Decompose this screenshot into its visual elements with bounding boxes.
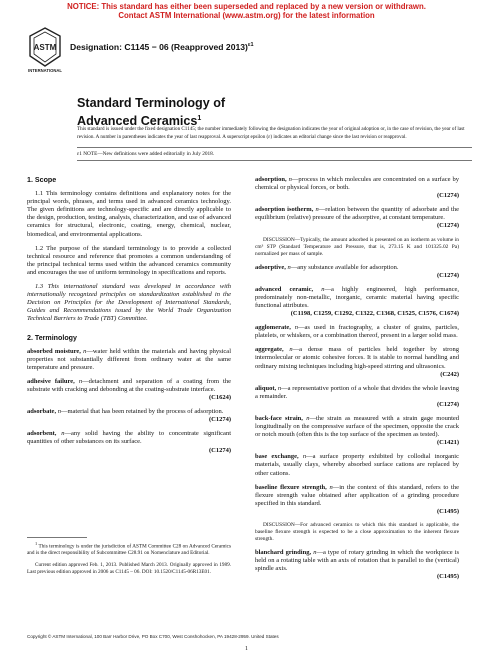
term-entry: adsorption isotherm, n—relation between the quantity of adsorbate and the equilibrium (relative) pressure of the adsorptive, at constant temperature. (C1274) xyxy=(255,206,459,230)
footnote-1 xyxy=(27,541,231,557)
term-reference: (C1274) xyxy=(208,446,231,454)
footnote-1-text: This terminology is under the jurisdiction of ASTM Committee C28 on Advanced Ceramics and is the direct responsibility of Subcommittee C28.91 on Nomenclature and Editorial. xyxy=(27,543,231,557)
term-definition: process in which molecules are concentrated on a surface by chemical or physical forces, or both. xyxy=(255,176,460,192)
term-entry: adsorptive, n—any substance available for adsorption. (C1274) xyxy=(255,263,459,279)
term-reference: (C1495) xyxy=(436,573,459,581)
term-reference: (C1198, C1259, C1292, C1322, C1368, C1525, C1576, C1674) xyxy=(290,310,459,318)
logo-text: ASTM xyxy=(33,43,57,52)
designation-superscript: ε1 xyxy=(247,42,254,49)
term-name: blanchard grinding, xyxy=(255,549,312,556)
bottom-divider xyxy=(77,160,472,161)
term-name: adsorbate, xyxy=(27,408,57,416)
term-reference-line xyxy=(255,310,459,318)
term-reference-line xyxy=(27,416,231,424)
term-entry: advanced ceramic, n—a highly engineered, high performance, predominately non-metallic, inorganic, ceramic material having specific functional attributes. (C1198, C1259, C1292, C1322, C1368, C1525, C1576, C1674) xyxy=(255,285,460,318)
term-name: back-face strain, xyxy=(255,414,303,422)
term-reference: (C1274) xyxy=(436,271,459,279)
term-reference: (C1274) xyxy=(436,400,459,408)
term-entry: blanchard grinding, n—a type of rotary grinding in which the workpiece is held on a rotating table with an axis of rotation that is parallel to the (vertical) spindle axis. (C1495) xyxy=(255,549,460,581)
term-definition: detachment and separation of a coating from the substrate with cracking and debonding at the coating-substrate interface. xyxy=(27,377,231,393)
term-reference: (C1495) xyxy=(436,507,459,515)
term-pos: n xyxy=(78,377,83,385)
term-name: advanced ceramic, xyxy=(255,285,314,293)
term-entry: adsorbent, n—any solid having the ability to concentrate significant quantities of other substances on its surface. (C1274) xyxy=(27,430,231,454)
designation-text: Designation: C1145 − 06 (Reapproved 2013) xyxy=(70,42,248,52)
discussion-note: DISCUSSION—Typically, the amount adsorbed is presented on an isotherm as volume in cm³ STP (Standard Temperature and Pressure, that is, 273.15 K and 101325.02 Pa) normalized per mass of sample. xyxy=(255,236,459,257)
title-footnote-mark: 1 xyxy=(197,115,202,122)
term-definition: any substance available for adsorption. xyxy=(297,263,399,271)
term-entry: aggregate, n—a dense mass of particles held together by strong intermolecular or atomic cohesive forces. It is stable to normal handling and ordinary mixing techniques including high-speed stirring and ultrasonics. (C242) xyxy=(255,346,459,378)
term-name: agglomerate, xyxy=(255,324,291,332)
term-reference-line xyxy=(255,371,459,379)
term-pos: n xyxy=(57,408,61,416)
term-pos: n xyxy=(313,549,317,556)
term-pos: n xyxy=(277,384,282,392)
term-reference: (C1624) xyxy=(208,394,231,402)
term-reference: (C1274) xyxy=(436,192,459,200)
term-name: adsorptive, xyxy=(255,263,286,271)
term-reference: (C242) xyxy=(440,370,459,378)
term-pos: n xyxy=(83,347,87,355)
term-definition: the strain as measured with a strain gage mounted longitudinally on the compressive surface of the specimen, opposite the crack or notch mouth (often this is the top surface of the specimen as tested). xyxy=(255,414,460,439)
term-reference-line xyxy=(255,439,459,447)
term-definition: relation between the quantity of adsorbate and the equilibrium (relative) pressure of the adsorptive, at constant temperature. xyxy=(255,206,459,222)
footnote-2: Current edition approved Feb. 1, 2013. Published March 2013. Originally approved in 1989. Last previous edition approved in 2006 as C1145 – 06. DOI: 10.1520/C1145-06R13E01. xyxy=(27,562,231,575)
designation xyxy=(70,42,254,52)
footnote-1-mark: 1 xyxy=(35,541,38,546)
term-definition: as used in fractography, a cluster of grains, particles, platelets, or whiskers, or a combination thereof, present in a larger solid mass. xyxy=(255,324,460,340)
term-name: base exchange, xyxy=(255,453,299,461)
page-title xyxy=(77,96,225,129)
term-name: adsorption isotherm, xyxy=(255,206,314,214)
top-divider xyxy=(77,147,472,148)
astm-logo xyxy=(27,26,63,74)
term-name: baseline flexure strength, xyxy=(255,483,327,491)
footnote-divider xyxy=(27,537,87,538)
term-definition: in the context of this standard, refers to the flexure strength value obtained after application of a grinding procedure specified in this standard. xyxy=(255,483,460,507)
notice-line-2: Contact ASTM International (www.astm.org) for the latest information xyxy=(118,11,375,20)
scope-paragraph-1: 1.1 This terminology contains definitions and explanatory notes for the principal words, phrases, and terms used in advanced ceramics technology. The given definitions are technology-specific and are directly applicable to the design, production, testing, analysis, characterization, and use of advanced ceramics for structural, electronic, coating, energy, chemical, nuclear, biomedical, and environmental applications. xyxy=(27,190,231,238)
term-name: aliquot, xyxy=(255,384,277,392)
term-definition: water held within the materials and having physical properties not substantially different from ordinary water at the same temperature and pressure. xyxy=(27,347,231,371)
term-pos: n xyxy=(61,430,65,438)
term-reference-line xyxy=(255,192,459,200)
term-pos: n xyxy=(321,285,325,293)
terms-right xyxy=(255,176,459,581)
term-reference-line xyxy=(255,222,459,230)
scope-paragraph-3: 1.3 This international standard was developed in accordance with internationally recognized principles on standardization established in the Decision on Principles for the Development of International Standards, Guides and Recommendations issued by the World Trade Organization Technical Barriers to Trade (TBT) Committee. xyxy=(27,283,231,323)
term-entry: adhesive failure, n—detachment and separation of a coating from the substrate with cracking and debonding at the coating-substrate interface. (C1624) xyxy=(27,377,231,402)
term-entry: baseline flexure strength, n—in the context of this standard, refers to the flexure strength value obtained after application of a grinding procedure specified in this standard. (C1495) xyxy=(255,483,460,515)
standard-note: This standard is issued under the fixed designation C1145; the number immediately following the designation indicates the year of original adoption or, in the case of revision, the year of last revision. A number in parentheses indicates the year of last reapproval. A superscript epsilon (ε) indicates an editorial change since the last revision or reapproval. xyxy=(77,126,465,140)
notice-line-1: NOTICE: This standard has either been superseded and replaced by a new version or withdrawn. xyxy=(67,2,426,11)
left-column xyxy=(27,176,231,461)
term-pos: n xyxy=(287,263,291,271)
term-entry: adsorption, n—process in which molecules are concentrated on a surface by chemical or physical forces, or both. (C1274) xyxy=(255,176,460,200)
discussion-note: DISCUSSION—For advanced ceramics to which this this standard is applicable, the baseline flexure strength is expected to be a close approximation to the inherent flexure strength. xyxy=(255,522,459,542)
term-name: adsorbent, xyxy=(27,430,57,438)
term-reference-line xyxy=(255,272,459,280)
term-reference-line xyxy=(27,394,231,402)
page-number: 1 xyxy=(245,646,248,652)
term-definition: material that has been retained by the process of adsorption. xyxy=(67,408,224,416)
term-reference-line xyxy=(255,508,459,516)
term-definition: a surface property exhibited by collodial inorganic materials, usually clays, whereby absorbed surface cations are replaced by other cations. xyxy=(255,453,460,477)
term-definition: a representative portion of a whole that divides the whole leaving a remainder. xyxy=(255,384,460,400)
term-entry: back-face strain, n—the strain as measured with a strain gage mounted longitudinally on the compressive surface of the specimen, opposite the crack or notch mouth (often this is the top surface of the specimen as tested). (C1421) xyxy=(255,414,460,447)
term-name: absorbed moisture, xyxy=(27,347,81,355)
terminology-heading: 2. Terminology xyxy=(27,333,77,342)
term-pos: n xyxy=(289,346,293,354)
terms-left xyxy=(27,348,231,455)
term-entry: base exchange, n—a surface property exhibited by collodial inorganic materials, usually clays, whereby absorbed surface cations are replaced by other cations. xyxy=(255,453,460,477)
term-pos: n xyxy=(306,414,310,422)
term-pos: n xyxy=(294,324,299,332)
scope-paragraph-2: 1.2 The purpose of the standard terminology is to provide a collected technical resource and reference that promotes a common understanding of the principal technical terms used within the advanced ceramics community and encourages the use of uniform terminology in specifications and reports. xyxy=(27,244,231,276)
term-pos: n xyxy=(329,483,333,491)
term-reference: (C1274) xyxy=(208,416,231,424)
term-entry: agglomerate, n—as used in fractography, a cluster of grains, particles, platelets, or whiskers, or a combination thereof, present in a larger solid mass. xyxy=(255,324,460,340)
term-pos: n xyxy=(315,206,319,214)
term-reference-line xyxy=(27,447,231,455)
term-reference-line xyxy=(255,573,459,581)
term-entry: adsorbate, n—material that has been retained by the process of adsorption. (C1274) xyxy=(27,408,231,424)
scope-heading: 1. Scope xyxy=(27,176,57,184)
title-line-1: Standard Terminology of xyxy=(77,96,226,110)
term-entry: aliquot, n—a representative portion of a whole that divides the whole leaving a remainder. (C1274) xyxy=(255,384,460,408)
logo-subtext: INTERNATIONAL xyxy=(28,68,62,73)
term-definition: any solid having the ability to concentrate significant quantities of other substances on its surface. xyxy=(27,430,231,446)
term-reference: (C1421) xyxy=(436,439,459,447)
term-definition: a highly engineered, high performance, predominately non-metallic, inorganic, ceramic material having specific functional attributes. xyxy=(255,285,460,309)
right-column xyxy=(255,176,459,587)
term-definition: a type of rotary grinding in which the workpiece is held on a rotating table with an axis of rotation that is parallel to the (vertical) spindle axis. xyxy=(255,549,460,573)
term-reference: (C1274) xyxy=(436,222,459,230)
term-name: adhesive failure, xyxy=(27,377,75,385)
copyright: Copyright © ASTM International, 100 Barr Harbor Drive, PO Box C700, West Conshohocken, PA 19428-2959. United States xyxy=(27,634,279,639)
term-pos: n xyxy=(288,176,292,183)
epsilon-note: ε1 NOTE—New definitions were added editorially in July 2018. xyxy=(77,151,215,157)
term-reference-line xyxy=(255,401,459,409)
title-line-2: Advanced Ceramics xyxy=(77,114,198,129)
term-entry: absorbed moisture, n—water held within the materials and having physical properties not substantially different from ordinary water at the same temperature and pressure. xyxy=(27,347,231,371)
term-pos: n xyxy=(302,453,307,461)
term-name: adsorption, xyxy=(255,176,287,183)
term-definition: a dense mass of particles held together by strong intermolecular or atomic cohesive forces. It is stable to normal handling and ordinary mixing techniques including high-speed stirring and ultrasonics. xyxy=(255,346,459,370)
term-name: aggregate, xyxy=(255,346,284,354)
